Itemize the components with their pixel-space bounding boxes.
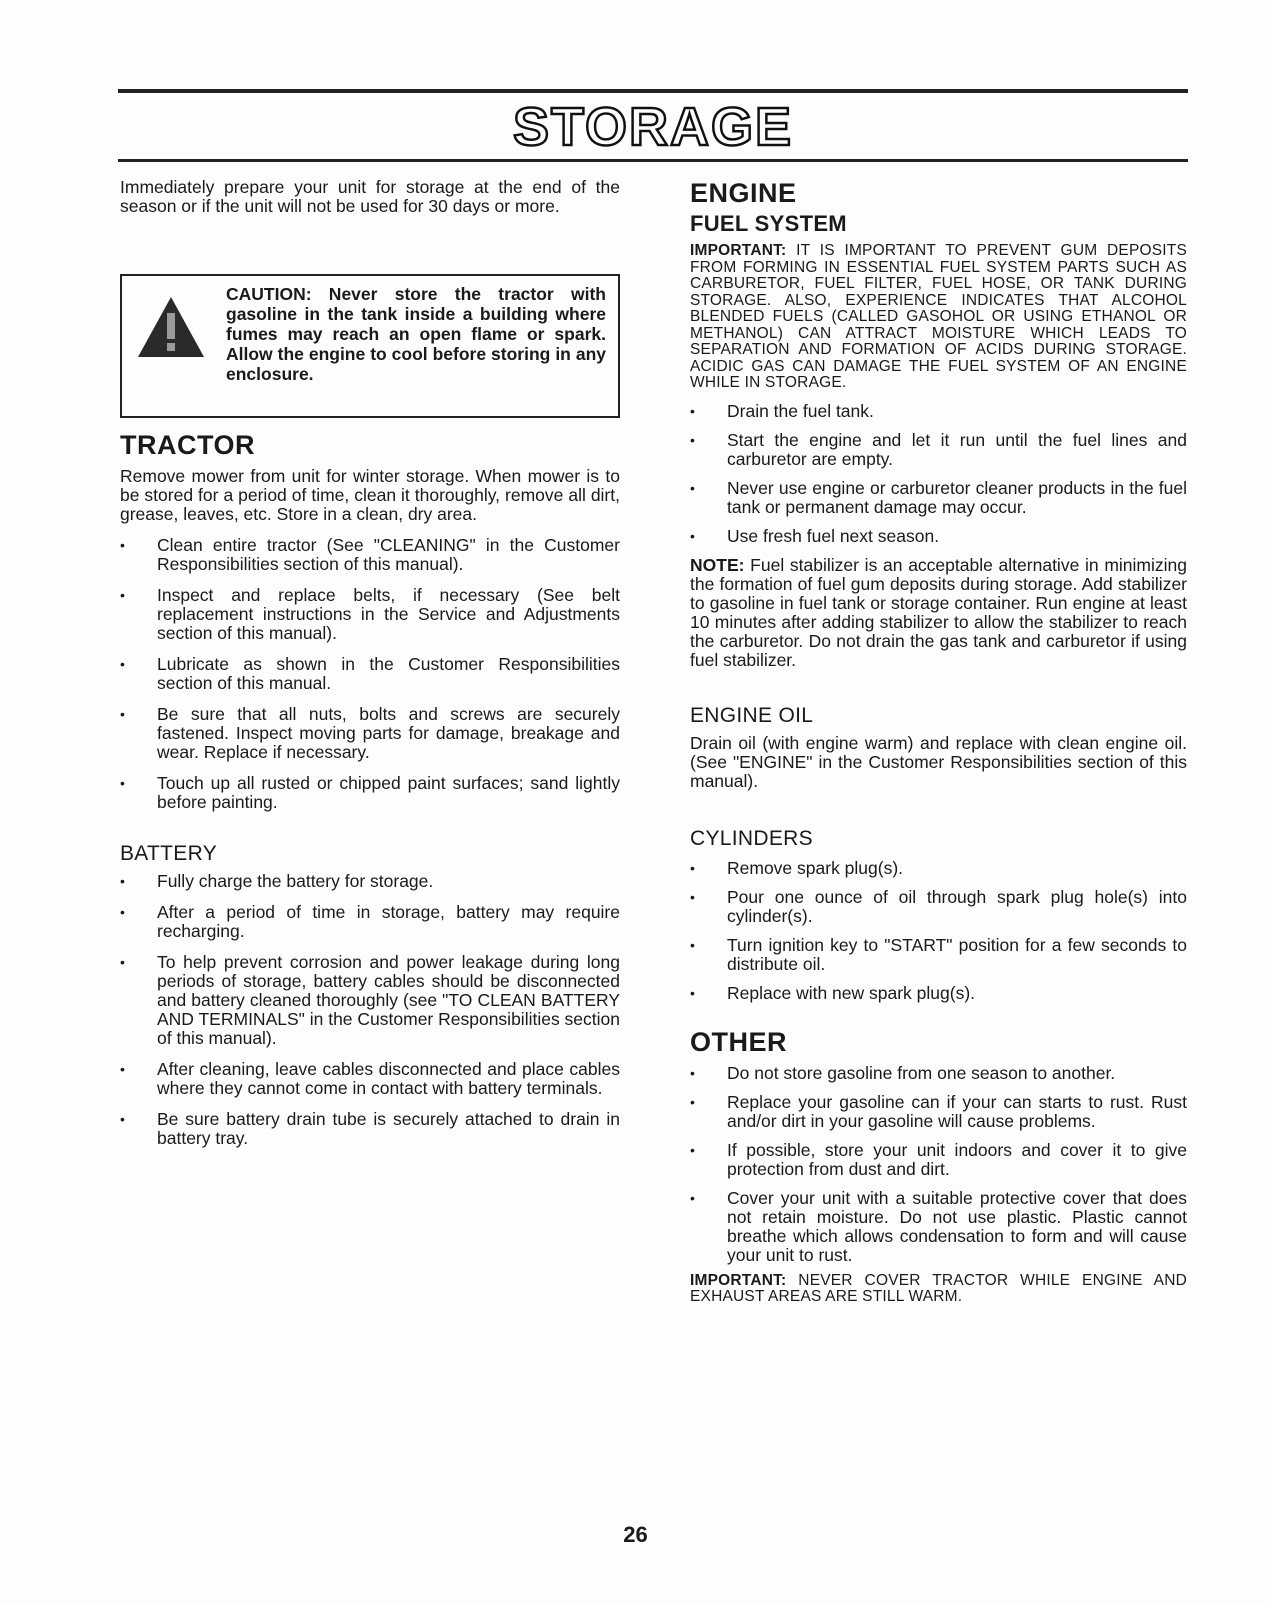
list-item: • Pour one ounce of oil through spark plug hole(s) into cylinder(s).: [690, 888, 1187, 926]
battery-heading: BATTERY: [120, 842, 218, 865]
list-item: • Be sure that all nuts, bolts and screws are securely fastened. Inspect moving parts for damage, breakage and wear. Replace if necessary.: [120, 705, 620, 762]
caution-text: CAUTION: Never store the tractor with gasoline in the tank inside a building where fumes may reach an open flame or spark. Allow the engine to cool before storing in any enclosure.: [226, 284, 606, 384]
important-text: NEVER COVER TRACTOR WHILE ENGINE AND EXHAUST AREAS ARE STILL WARM.: [690, 1271, 1187, 1305]
list-item: • Be sure battery drain tube is securely attached to drain in battery tray.: [120, 1110, 620, 1148]
right-column: [690, 178, 1187, 1306]
important-text: IT IS IMPORTANT TO PREVENT GUM DEPOSITS FROM FORMING IN ESSENTIAL FUEL SYSTEM PARTS SUCH AS CARBURETOR, FUEL FILTER, FUEL HOSE, OR TANK DURING STORAGE. ALSO, EXPERIENCE INDICATES THAT ALCOHOL BLENDED FUELS (CALLED GASOHOL OR USING ETHANOL OR METHANOL) CAN ATTRACT MOISTURE WHICH LEADS TO SEPARATION AND FORMATION OF ACIDS DURING STORAGE. ACIDIC GAS CAN DAMAGE THE FUEL SYSTEM OF AN ENGINE WHILE IN STORAGE.: [690, 242, 1187, 391]
list-item: • After cleaning, leave cables disconnected and place cables where they cannot come in contact with battery terminals.: [120, 1060, 620, 1098]
list-item: • Replace with new spark plug(s).: [690, 984, 1187, 1003]
left-column: [120, 178, 620, 1148]
list-item: • Never use engine or carburetor cleaner products in the fuel tank or permanent damage may occur.: [690, 479, 1187, 517]
tractor-list: [120, 536, 620, 812]
fuel-list: [690, 402, 1187, 546]
list-item: • Inspect and replace belts, if necessary (See belt replacement instructions in the Service and Adjustments section of this manual).: [120, 586, 620, 643]
engine-oil-heading: ENGINE OIL: [690, 703, 814, 727]
tractor-intro: Remove mower from unit for winter storage. When mower is to be stored for a period of time, clean it thoroughly, remove all dirt, grease, leaves, etc. Store in a clean, dry area.: [120, 466, 620, 524]
page-number: 26: [623, 1522, 648, 1547]
title-rule: [118, 159, 1188, 162]
page-title: STORAGE: [512, 97, 794, 157]
important-label: IMPORTANT:: [690, 242, 787, 259]
cylinders-heading: CYLINDERS: [690, 826, 813, 850]
warning-triangle-icon: [136, 295, 206, 359]
list-item: • Replace your gasoline can if your can starts to rust. Rust and/or dirt in your gasoline will cause problems.: [690, 1093, 1187, 1131]
fuel-stabilizer-note: [690, 556, 1187, 670]
caution-box: [120, 274, 620, 418]
list-item: • After a period of time in storage, battery may require recharging.: [120, 903, 620, 941]
battery-list: [120, 872, 620, 1148]
list-item: • Turn ignition key to "START" position for a few seconds to distribute oil.: [690, 936, 1187, 974]
other-heading: OTHER: [690, 1026, 787, 1057]
note-text: Fuel stabilizer is an acceptable alternative in minimizing the formation of fuel gum deposits during storage. Add stabilizer to gasoline in fuel tank or storage container. Run engine at least 10 minutes after adding stabilizer to allow the stabilizer to reach the carburetor. Do not drain the gas tank and carburetor if using fuel stabilizer.: [690, 554, 1187, 670]
note-label: NOTE:: [690, 554, 745, 575]
list-item: • If possible, store your unit indoors and cover it to give protection from dust and dirt.: [690, 1141, 1187, 1179]
list-item: • Clean entire tractor (See "CLEANING" in the Customer Responsibilities section of this manual).: [120, 536, 620, 574]
list-item: • Start the engine and let it run until the fuel lines and carburetor are empty.: [690, 431, 1187, 469]
intro-paragraph: Immediately prepare your unit for storage at the end of the season or if the unit will not be used for 30 days or more.: [120, 177, 620, 216]
other-list: [690, 1064, 1187, 1265]
fuel-system-heading: FUEL SYSTEM: [690, 211, 847, 236]
list-item: • Use fresh fuel next season.: [690, 527, 1187, 546]
list-item: • Do not store gasoline from one season to another.: [690, 1064, 1187, 1083]
fuel-important-note: [690, 243, 1187, 392]
list-item: • Fully charge the battery for storage.: [120, 872, 620, 891]
engine-heading: ENGINE: [690, 178, 797, 208]
important-label: IMPORTANT:: [690, 1271, 787, 1289]
top-rule: [118, 89, 1188, 93]
engine-oil-text: Drain oil (with engine warm) and replace with clean engine oil. (See "ENGINE" in the Customer Responsibilities section of this manual).: [690, 732, 1187, 791]
list-item: • Drain the fuel tank.: [690, 402, 1187, 421]
list-item: • Touch up all rusted or chipped paint surfaces; sand lightly before painting.: [120, 774, 620, 812]
cover-important-note: [690, 1273, 1187, 1306]
list-item: • Lubricate as shown in the Customer Responsibilities section of this manual.: [120, 655, 620, 693]
list-item: • Cover your unit with a suitable protective cover that does not retain moisture. Do not use plastic. Plastic cannot breathe which allows condensation to form and will cause your unit to rust.: [690, 1189, 1187, 1265]
cylinders-list: [690, 859, 1187, 1003]
list-item: • Remove spark plug(s).: [690, 859, 1187, 878]
list-item: • To help prevent corrosion and power leakage during long periods of storage, battery cables should be disconnected and battery cleaned thoroughly (see "TO CLEAN BATTERY AND TERMINALS" in the Customer Responsibilities section of this manual).: [120, 953, 620, 1048]
tractor-heading: TRACTOR: [120, 430, 255, 460]
